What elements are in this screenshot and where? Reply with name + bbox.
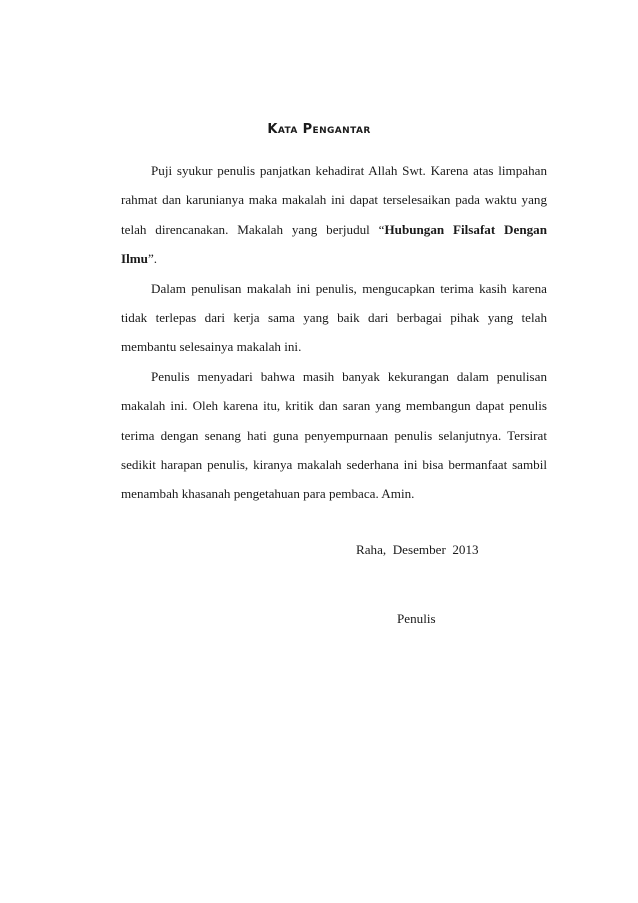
paragraph-1 bbox=[121, 156, 547, 274]
signature-author: Penulis bbox=[397, 611, 436, 626]
paragraph-3: Penulis menyadari bahwa masih banyak kekurangan dalam penulisan makalah ini. Oleh karena itu, kritik dan saran yang membangun dapat penulis terima dengan senang hati guna penyempurnaan penulis selanjutnya. Tersirat sedikit harapan penulis, kiranya makalah sederhana ini bisa bermanfaat sambil menambah khasanah pengetahuan para pembaca. Amin. bbox=[121, 368, 547, 502]
paragraph-1-text: Puji syukur penulis panjatkan kehadirat Allah Swt. Karena atas limpahan rahmat dan karunianya maka makalah ini dapat terselesaikan pada waktu yang telah direncanakan. Makalah yang berjudul “ bbox=[121, 163, 547, 237]
body-text bbox=[121, 156, 547, 509]
paper-title-bold: Hubungan Filsafat Dengan Ilmu bbox=[121, 221, 547, 267]
paragraph-1-end: ”. bbox=[147, 251, 158, 267]
paragraph-2: Dalam penulisan makalah ini penulis, mengucapkan terima kasih karena tidak terlepas dari kerja sama yang baik dari berbagai pihak yang telah membantu selesainya makalah ini. bbox=[121, 280, 547, 355]
page-title: Kata Pengantar bbox=[267, 122, 371, 137]
signature-place-date: Raha, Desember 2013 bbox=[356, 542, 479, 557]
